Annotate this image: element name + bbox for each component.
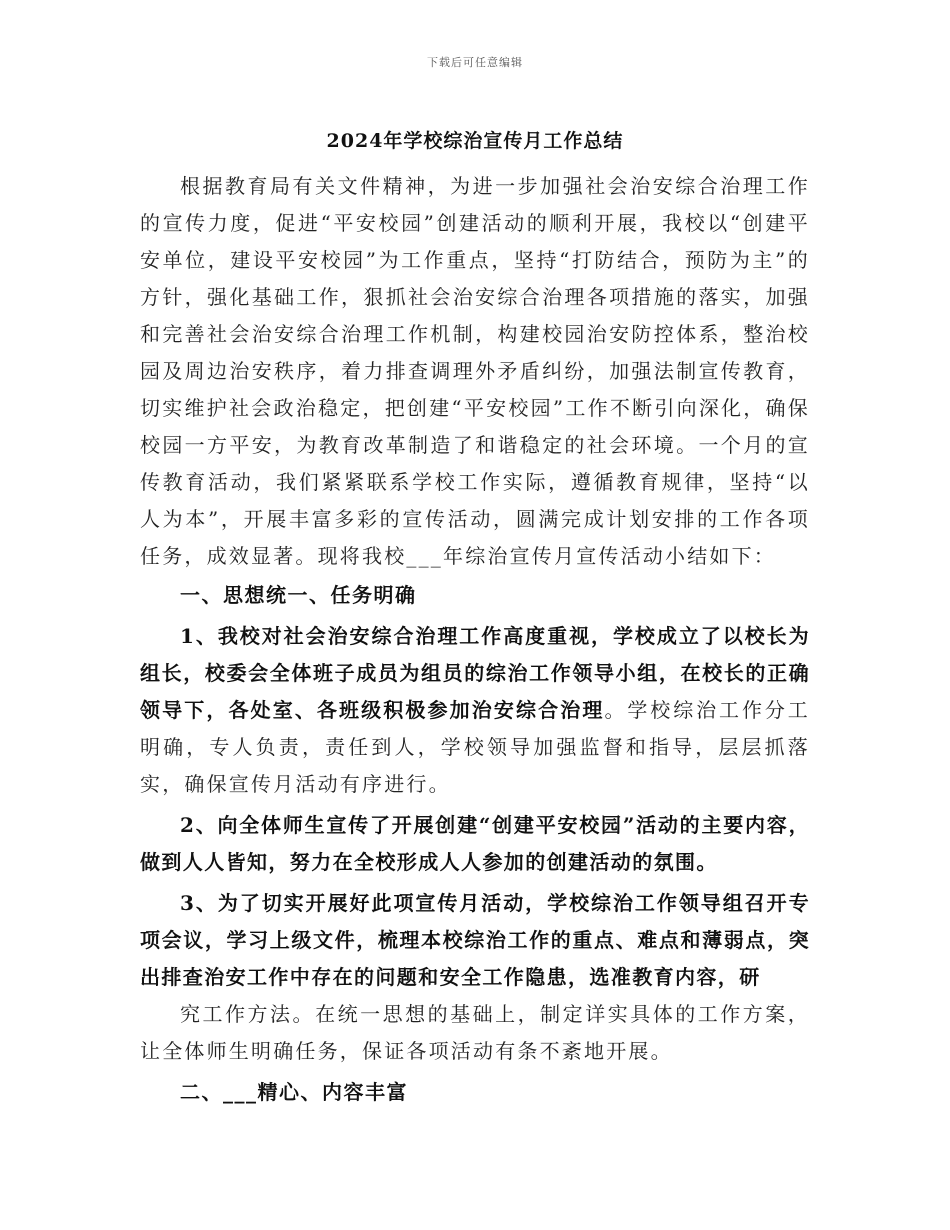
download-note: 下载后可任意编辑 (427, 56, 523, 69)
item-1-bold-text: 1、我校对社会治安综合治理工作高度重视，学校成立了以校长为组长，校委会全体班子成员为组员的综治工作领导小组，在校长的正确领导下，各处室、各班级积极参加治安综合治理 (140, 624, 810, 722)
section-heading-1: 一、思想统一、任务明确 (180, 583, 417, 607)
item-3-continuation: 究工作方法。在统一思想的基础上，制定详实具体的工作方案，让全体师生明确任务，保证各项活动有条不紊地开展。 (140, 1002, 810, 1063)
item-1-normal-text: 。学校综治工作分工明确，专人负责，责任到人，学校领导加强监督和指导，层层抓落实，确保宣传月活动有序进行。 (140, 698, 810, 796)
document-title: 2024年学校综治宣传月工作总结 (326, 130, 624, 152)
item-1-paragraph (140, 618, 810, 803)
item-2-paragraph: 2、向全体师生宣传了开展创建“创建平安校园”活动的主要内容，做到人人皆知，努力在全校形成人人参加的创建活动的氛围。 (140, 813, 810, 874)
intro-paragraph: 根据教育局有关文件精神，为进一步加强社会治安综合治理工作的宣传力度，促进“平安校园”创建活动的顺利开展，我校以“创建平安单位，建设平安校园”为工作重点，坚持“打防结合，预防为主”的方针，强化基础工作，狠抓社会治安综合治理各项措施的落实，加强和完善社会治安综合治理工作机制，构建校园治安防控体系，整治校园及周边治安秩序，着力排查调理外矛盾纠纷，加强法制宣传教育，切实维护社会政治稳定，把创建“平安校园”工作不断引向深化，确保校园一方平安，为教育改革制造了和谐稳定的社会环境。一个月的宣传教育活动，我们紧紧联系学校工作实际，遵循教育规律，坚持“以人为本”，开展丰富多彩的宣传活动，圆满完成计划安排的工作各项任务，成效显著。现将我校___年综治宣传月宣传活动小结如下： (140, 174, 810, 568)
document-body (140, 168, 810, 1111)
section-heading-2: 二、___精心、内容丰富 (180, 1080, 408, 1104)
item-3-paragraph: 3、为了切实开展好此项宣传月活动，学校综治工作领导组召开专项会议，学习上级文件，梳理本校综治工作的重点、难点和薄弱点，突出排查治安工作中存在的问题和安全工作隐患，选准教育内容，研 (140, 891, 810, 989)
